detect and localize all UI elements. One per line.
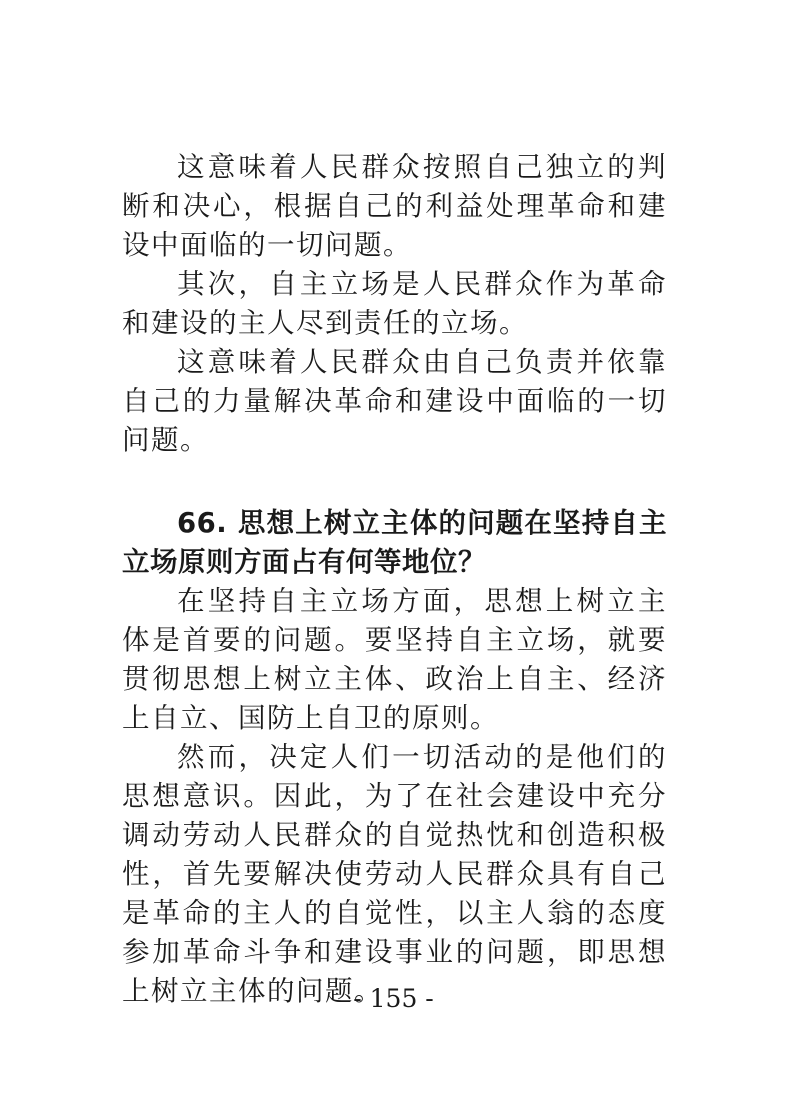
body-text — [122, 148, 667, 1011]
page-number: - 155 - — [353, 984, 434, 1013]
paragraph: 这意味着人民群众由自己负责并依靠自己的力量解决革命和建设中面临的一切问题。 — [122, 346, 667, 456]
paragraph: 这意味着人民群众按照自己独立的判断和决心，根据自己的利益处理革命和建设中面临的一切问题。 — [122, 151, 667, 261]
paragraph: 其次，自主立场是人民群众作为革命和建设的主人尽到责任的立场。 — [122, 268, 667, 339]
section-heading: 66. 思想上树立主体的问题在坚持自主立场原则方面占有何等地位？ — [122, 507, 667, 578]
paragraph: 然而，决定人们一切活动的是他们的思想意识。因此，为了在社会建设中充分调动劳动人民群众的自觉热忱和创造积极性，首先要解决使劳动人民群众具有自己是革命的主人的自觉性，以主人翁的态度参加革命斗争和建设事业的问题，即思想上树立主体的问题。 — [122, 741, 667, 1007]
paragraph: 在坚持自主立场方面，思想上树立主体是首要的问题。要坚持自主立场，就要贯彻思想上树立主体、政治上自主、经济上自立、国防上自卫的原则。 — [122, 585, 667, 734]
